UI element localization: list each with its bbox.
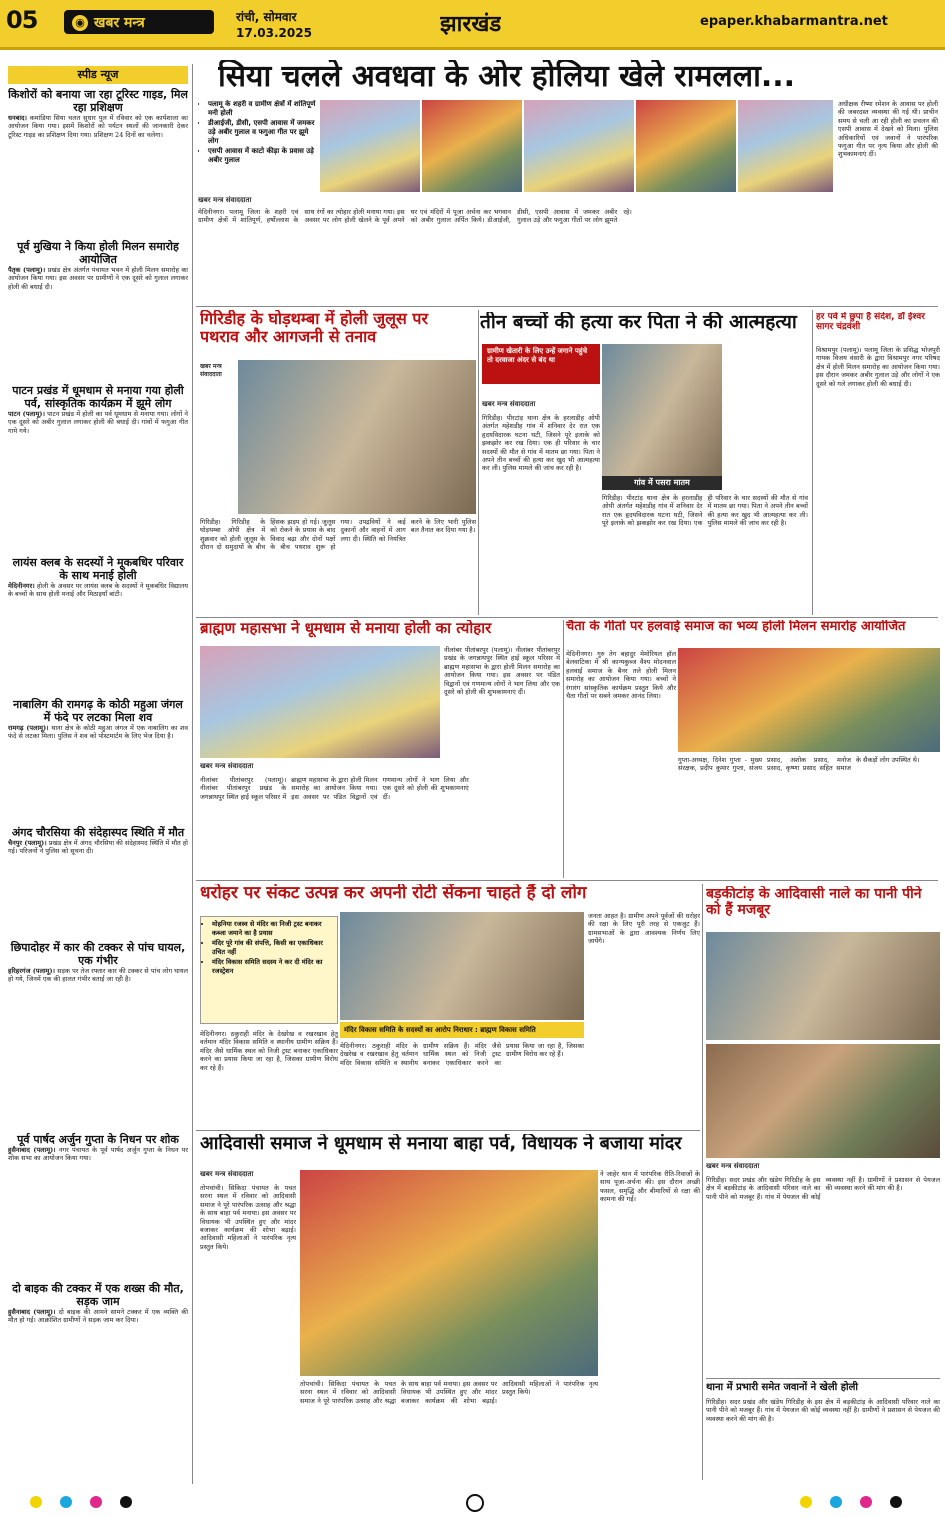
chaita-headline: चैता के गीतों पर हलवाई समाज का भव्य होली मिलन समारोह आयोजित: [566, 620, 906, 634]
brahman-byline: खबर मन्त्र संवाददाता: [200, 762, 254, 770]
left-story-title: किशोरों को बनाया जा रहा टूरिस्ट गाइड, मिल रहा प्रशिक्षण: [8, 88, 188, 114]
logo-icon: ◉: [72, 15, 88, 31]
giridih-body: गिरिडीह। गिरिडीह के घोड़थम्बा ओपी क्षेत्र में शुक्रवार को होली जुलूस के दौरान दो समुदायों के बीच हिंसक झड़प हो गई। जुलूस को रोकने के प्रयास के बाद विवाद बढ़ा और दोनों पक्षों के बीच पथराव शुरू हो गया। उपद्रवियों ने कई दुकानों और वाहनों में आग लगा दी। स्थिति को नियंत्रित करने के लिए भारी पुलिस बल तैनात कर दिया गया है।: [200, 518, 476, 552]
water-headline: बड़कीटांड़ के आदिवासी नाले का पानी पीने को हैं मजबूर: [706, 886, 922, 919]
giridih-byline: खबर मन्त्र संवाददाता: [200, 363, 222, 378]
left-column: [8, 88, 188, 1484]
suicide-byline: खबर मन्त्र संवाददाता: [482, 400, 536, 408]
dharohar-bullet: • मंदिर विकास समिति सदस्य ने कर दी मंदिर का रजस्ट्रेशन: [212, 958, 334, 976]
lead-byline: खबर मन्त्र संवाददाता: [198, 196, 252, 204]
logo: [64, 10, 214, 34]
chaita-body: मेदिनीनगर। गुरु तेग बहादुर मेमोरियल हॉल बेलवाटिका में श्री कान्यकुब्ज वैश्य मोदनवाल हलवाई समाज के बैनर तले होली मिलन समारोह का आयोजन किया गया। बच्चों ने रंगारंग सांस्कृतिक कार्यक्रम प्रस्तुत किये और चैता गीतों पर सबने जमकर आनंद लिया।: [566, 650, 676, 701]
suicide-headline: तीन बच्चों की हत्या कर पिता ने की आत्महत्या: [480, 312, 797, 333]
giridih-headline: गिरिडीह के घोड़थम्बा में होली जुलूस पर पथराव और आगजनी से तनाव: [200, 310, 428, 347]
left-story-title: पूर्व पार्षद अर्जुन गुप्ता के निधन पर शोक: [17, 1133, 179, 1146]
left-story-dateline: धनबाद।: [8, 114, 27, 122]
left-story-text: पाटन प्रखंड में होली का पर्व धूमधाम से मनाया गया। लोगों ने एक दूसरे को अबीर गुलाल लगाकर होली की बधाई दी। गांवों में फगुआ गीत गाये गये।: [8, 410, 188, 435]
print-registration-strip: [0, 1490, 945, 1517]
holi-photo: [320, 100, 420, 192]
lead-bullet: • डीआईजी, डीसी, एसपी आवास में जमकर उड़े अबीर गुलाल व फगुआ गीत पर झूमे लोग: [208, 119, 318, 146]
column-divider: [192, 64, 193, 1484]
message-headline: हर पर्व में छुपा है संदेश, डॉ ईश्वर सागर चंद्रवंशी: [816, 312, 925, 333]
left-story-title: पाटन प्रखंड में धूमधाम से मनाया गया होली पर्व, सांस्कृतिक कार्यक्रम में झूमे लोग: [12, 384, 184, 410]
left-story-title: दो बाइक की टक्कर में एक शख्स की मौत, सड़क जाम: [12, 1282, 184, 1308]
divider: [702, 884, 703, 1480]
temple-photo: [340, 912, 584, 1020]
water-byline: खबर मन्त्र संवाददाता: [706, 1162, 760, 1170]
left-story-dateline: पैतृक (पलामू)।: [8, 266, 46, 274]
lead-bullet: • पलामू के शहरी व ग्रामीण क्षेत्रों में शांतिपूर्ण मनी होली: [208, 100, 318, 118]
left-story-title: नाबालिग की रामगढ़ के कोठी महुआ जंगल में फंदे पर लटका मिला शव: [13, 698, 183, 724]
registration-dot: [30, 1496, 42, 1508]
divider: [196, 880, 938, 881]
lead-bullet: • एसपी आवास में काटो कीड़ा के प्रवास उड़े अबीर गुलाल: [208, 147, 318, 165]
left-story: [8, 556, 188, 692]
village-photo-caption: गांव में पसरा मातम: [602, 476, 722, 490]
epaper-url[interactable]: epaper.khabarmantra.net: [700, 14, 888, 29]
message-body: विश्रामपुर (पलामू)। पलामू जिला के प्रसिद्ध भोजपुरी गायक विजय वंसारी के द्वारा विश्रामपुर नगर परिषद क्षेत्र में होली मिलन समारोह का आयोजन किया गया। इस दौरान जमकर अबीर गुलाल उड़े और लोगों ने एक दूसरे को गले लगाकर होली की बधाई दी।: [816, 346, 940, 388]
left-story: [8, 826, 188, 935]
left-story-title: पूर्व मुखिया ने किया होली मिलन समारोह आयोजित: [17, 240, 179, 266]
page-number: 05: [6, 6, 38, 34]
divider: [478, 310, 479, 615]
edition-date: 17.03.2025: [236, 26, 312, 40]
police-holi-body: गिरिडीह। सदर प्रखंड और खंडेय गिरिडीह के इस क्षेत्र में बड़कीटांड़ के आदिवासी परिवार नाले का पानी पीने को मजबूर हैं। गांव में पेयजल की कोई व्यवस्था नहीं है। ग्रामीणों ने प्रशासन से पेयजल की व्यवस्था करने की मांग की है।: [706, 1398, 940, 1423]
left-story-dateline: मेदिनीनगर।: [8, 582, 35, 590]
left-story: [8, 941, 188, 1127]
baha-photo: [300, 1170, 598, 1376]
holi-photo: [422, 100, 522, 192]
speed-news-header: स्पीड न्यूज: [8, 66, 188, 84]
left-story: [8, 88, 188, 234]
registration-dot: [120, 1496, 132, 1508]
giridih-photo: [238, 360, 476, 514]
divider: [196, 306, 938, 307]
lead-body: मेदिनीनगर। पलामू जिला के शहरी एवं ग्रामीण क्षेत्रों में शांतिपूर्ण, हर्षोल्लास के साथ रंगों का त्योहार होली मनाया गया। इस अवसर पर लोग होली खेलने के पूर्व अपने घर एवं मंदिरों में पूजा अर्चना कर भगवान को अबीर गुलाल अर्पित किये। डीआईजी, डीसी, एसपी आवास में जमकर अबीर गुलाल उड़े और फगुआ गीतों पर लोग झूमते रहे।: [198, 208, 632, 225]
left-story-text: कमांडिया सिया चलत सुधार पुल में रविवार को एक कार्यशाला का आयोजन किया गया। इसमें किशोरों को पर्यटन स्थलों की जानकारी देकर टूरिस्ट गाइड का प्रशिक्षण दिया गया। प्रशिक्षण 24 दिनों का चलेगा।: [8, 114, 188, 139]
left-story-title: छिपादोहर में कार की टक्कर से पांच घायल, एक गंभीर: [10, 941, 186, 967]
left-story-text: प्रखंड क्षेत्र अंतर्गत पंचायत भवन में होली मिलन समारोह का आयोजन किया गया। इस अवसर पर ग्रामीणों ने एक दूसरे को गुलाल लगाकर होली की बधाई दी।: [8, 266, 188, 291]
divider: [563, 620, 564, 878]
dharohar-bullet: • मोहनिया रजस्व से मंदिर का निजी ट्रस्ट बनाकर कब्जा जमाने का है प्रयास: [212, 920, 334, 938]
police-holi-headline: थाना में प्रभारी समेत जवानों ने खेली होली: [706, 1378, 940, 1396]
water-body: गिरिडीह। सदर प्रखंड और खंडेय गिरिडीह के इस क्षेत्र में बड़कीटांड़ के आदिवासी परिवार नाले का पानी पीने को मजबूर हैं। गांव में पेयजल की कोई व्यवस्था नहीं है। ग्रामीणों ने प्रशासन से पेयजल की व्यवस्था करने की मांग की है।: [706, 1176, 940, 1201]
registration-dot: [800, 1496, 812, 1508]
baha-body-right: ने जाहेर थान में पारंपरिक रीति-रिवाजों के साथ पूजा-अर्चना की। इस दौरान अच्छी फसल, समृद्धि और बीमारियों से रक्षा की कामना की गई।: [600, 1170, 700, 1204]
suicide-callout: ग्रामीण खेतारी के लिए उन्हें जगाने पहुंचे तो दरवाजा अंदर से बंद था: [482, 344, 600, 384]
divider: [812, 310, 813, 615]
brahman-body-continued: नीलांबर पीतांबरपुर (पलामू)। नीलांबर पीतांबरपुर प्रखंड के जगन्नाथपुर स्थित हाई स्कूल परिसर में ब्राह्मण महासभा के द्वारा होली मिलन समारोह का आयोजन किया गया। इस अवसर पर पंडित विद्वानों एवं गणमान्य लोगों ने भाग लिया और एक दूसरे को होली की शुभकामनाएं दीं।: [444, 646, 560, 697]
registration-crosshair-icon: [466, 1494, 484, 1512]
divider: [196, 617, 938, 618]
left-story-title: अंगद चौरसिया की संदेहास्पद स्थिति में मौत: [11, 826, 185, 839]
logo-text: खबर मन्त्र: [94, 15, 145, 31]
chaita-photo: [678, 648, 940, 752]
dharohar-callout: मंदिर विकास समिति के सदस्यों का आरोप निराधार : ब्राह्मण विकास समिति: [340, 1022, 584, 1038]
left-story-text: थाना क्षेत्र के कोठी महुआ जंगल में एक नाबालिग का शव फंदे से लटका मिला। पुलिस ने शव को पोस्टमार्टम के लिए भेज दिया है।: [8, 724, 188, 741]
baha-headline: आदिवासी समाज ने धूमधाम से मनाया बाहा पर्व, विधायक ने बजाया मांदर: [200, 1134, 682, 1154]
baha-body: तोपचांची। सिकिदा पंचायत के पचत सरना स्थल में रविवार को आदिवासी समाज ने पूरे पारंपरिक उत्साह और श्रद्धा के साथ बाहा पर्व मनाया। इस अवसर पर विधायक भी उपस्थित हुए और मांदर बजाकर कार्यक्रम की शोभा बढ़ाई। आदिवासी महिलाओं ने पारंपरिक नृत्य प्रस्तुत किये।: [200, 1184, 296, 1251]
divider: [196, 1130, 700, 1131]
dharohar-body-right: जनता आहत है। ग्रामीण अपने पूर्वजों की धरोहर की रक्षा के लिए पूरी तरह से एकजुट हैं। ग्रामसभाओं के द्वारा आवश्यक निर्णय लिए जायेंगे।: [588, 912, 700, 946]
dharohar-body-continued: मेदिनीनगर। ठकुराही मंदिर के देखरेख व रखरखाव हेतु वर्तमान मंदिर विकास समिति व स्थानीय ग्रामीण सक्रिय हैं। मंदिर जैसे धार्मिक स्थल को निजी ट्रस्ट बनाकर एकाधिकार करने का प्रयास किया जा रहा है, जिसका ग्रामीण विरोध कर रहे हैं।: [340, 1042, 584, 1067]
lead-highlights: [198, 100, 318, 182]
left-story-title: लायंस क्लब के सदस्यों ने मूकबधिर परिवार के साथ मनाई होली: [12, 556, 184, 582]
left-story-dateline: चैनपुर (पलामू)।: [8, 839, 47, 847]
left-story-dateline: हुसैनाबाद (पलामू)।: [8, 1308, 56, 1316]
left-story-text: सड़क पर तेज रफ्तार कार की टक्कर से पांच लोग घायल हो गये, जिनमें एक की हालत गंभीर बताई जा रही है।: [8, 967, 188, 984]
holi-photo: [636, 100, 736, 192]
brahman-photo: [200, 646, 440, 758]
dharohar-bullet: • मंदिर पूरे गांव की संपत्ति, किसी का एकाधिकार उचित नहीं: [212, 939, 334, 957]
registration-dot: [860, 1496, 872, 1508]
left-story: [8, 1133, 188, 1276]
left-story: [8, 240, 188, 378]
chaita-body-continued: गुप्ता-अध्यक्ष, दिनेश गुप्ता - मुख्य संरक्षक, प्रदीप कुमार गुप्ता, संजय प्रसाद, अशोक प्रसाद, मनोज प्रसाद, कृष्णा प्रसाद सहित समाज के सैकड़ों लोग उपस्थित थे।: [678, 756, 920, 773]
left-story-dateline: हुसैनाबाद (पलामू)।: [8, 1146, 56, 1154]
left-story: [8, 384, 188, 550]
brahman-headline: ब्राह्मण महासभा ने धूमधाम से मनाया होली का त्योहार: [200, 620, 492, 637]
suicide-body: गिरिडीह। पीरटांड़ थाना क्षेत्र के हरलाडीह ओपी अंतर्गत महेशडीह गांव में शनिवार देर रात एक हृदयविदारक घटना घटी, जिसने पूरे इलाके को झकझोर कर रख दिया। एक ही परिवार के चार सदस्यों की मौत से गांव में मातम छा गया। पिता ने अपने तीन बच्चों की हत्या कर खुद भी आत्महत्या कर ली। पुलिस मामले की जांच कर रही है।: [482, 414, 600, 473]
brahman-body: नीलांबर पीतांबरपुर (पलामू)। नीलांबर पीतांबरपुर प्रखंड के जगन्नाथपुर स्थित हाई स्कूल परिसर में ब्राह्मण महासभा के द्वारा होली मिलन समारोह का आयोजन किया गया। इस अवसर पर पंडित विद्वानों एवं गणमान्य लोगों ने भाग लिया और एक दूसरे को होली की शुभकामनाएं दीं।: [200, 776, 469, 801]
dharohar-body: मेदिनीनगर। ठकुराही मंदिर के देखरेख व रखरखाव हेतु वर्तमान मंदिर विकास समिति व स्थानीय ग्रामीण सक्रिय हैं। मंदिर जैसे धार्मिक स्थल को निजी ट्रस्ट बनाकर एकाधिकार करने का प्रयास किया जा रहा है, जिसका ग्रामीण विरोध कर रहे हैं।: [200, 1030, 338, 1072]
registration-dot: [830, 1496, 842, 1508]
baha-body-continued: तोपचांची। सिकिदा पंचायत के पचत सरना स्थल में रविवार को आदिवासी समाज ने पूरे पारंपरिक उत्साह और श्रद्धा के साथ बाहा पर्व मनाया। इस अवसर पर विधायक भी उपस्थित हुए और मांदर बजाकर कार्यक्रम की शोभा बढ़ाई। आदिवासी महिलाओं ने पारंपरिक नृत्य प्रस्तुत किये।: [300, 1380, 598, 1405]
city-day: रांची, सोमवार: [236, 10, 297, 24]
left-story-text: दो बाइक की आमने सामने टक्कर में एक व्यक्ति की मौत हो गई। आक्रोशित ग्रामीणों ने सड़क जाम कर दिया।: [8, 1308, 188, 1325]
villagers-photo: [706, 1044, 940, 1158]
dharohar-headline: धरोहर पर संकट उत्पन्न कर अपनी रोटी सेंकना चाहते हैं दो लोग: [200, 884, 587, 903]
registration-dot: [890, 1496, 902, 1508]
left-story-dateline: हरिहरगंज (पलामू)।: [8, 967, 55, 975]
section-title: झारखंड: [440, 12, 502, 37]
left-story-text: होली के अवसर पर लायंस क्लब के सदस्यों ने मूकबधिर विद्यालय के बच्चों के साथ होली मनाई और मिठाइयाँ बांटी।: [8, 582, 188, 599]
left-story: [8, 1282, 188, 1388]
lead-body-continued: अधीक्षक रीष्मा रमेशन के आवास पर होली की जबरदस्त व्यवस्था की गई थी। प्राचीन समय से चली आ रही होली का प्रचलन की एसपी आवास में देखने को मिला। पुलिस अधिकारियों एवं जवानों ने पारंपरिक फगुआ गीत पर नृत्य किया और होली की शुभकामनाएं दीं।: [838, 100, 938, 159]
left-story-text: प्रखंड क्षेत्र में अंगद चौरसिया की संदेहास्पद स्थिति में मौत हो गई। परिजनों ने पुलिस को सूचना दी।: [8, 839, 188, 856]
lead-headline: सिया चलले अवधवा के ओर होलिया खेले रामलला...: [218, 60, 796, 94]
dharohar-highlights: [200, 916, 338, 1024]
holi-photo: [738, 100, 833, 192]
village-photo: [602, 344, 722, 484]
left-story-dateline: रामगढ़ (पलामू)।: [8, 724, 49, 732]
registration-dot: [90, 1496, 102, 1508]
baha-byline: खबर मन्त्र संवाददाता: [200, 1170, 254, 1178]
registration-dot: [60, 1496, 72, 1508]
water-photo: [706, 932, 940, 1040]
left-story: [8, 698, 188, 820]
holi-photo: [524, 100, 634, 192]
left-story-dateline: पाटन (पलामू)।: [8, 410, 45, 418]
left-story-text: नगर पंचायत के पूर्व पार्षद अर्जुन गुप्ता के निधन पर शोक सभा का आयोजन किया गया।: [8, 1146, 188, 1163]
suicide-body-continued: गिरिडीह। पीरटांड़ थाना क्षेत्र के हरलाडीह ओपी अंतर्गत महेशडीह गांव में शनिवार देर रात एक हृदयविदारक घटना घटी, जिसने पूरे इलाके को झकझोर कर रख दिया। एक ही परिवार के चार सदस्यों की मौत से गांव में मातम छा गया। पिता ने अपने तीन बच्चों की हत्या कर खुद भी आत्महत्या कर ली। पुलिस मामले की जांच कर रही है।: [602, 494, 808, 528]
